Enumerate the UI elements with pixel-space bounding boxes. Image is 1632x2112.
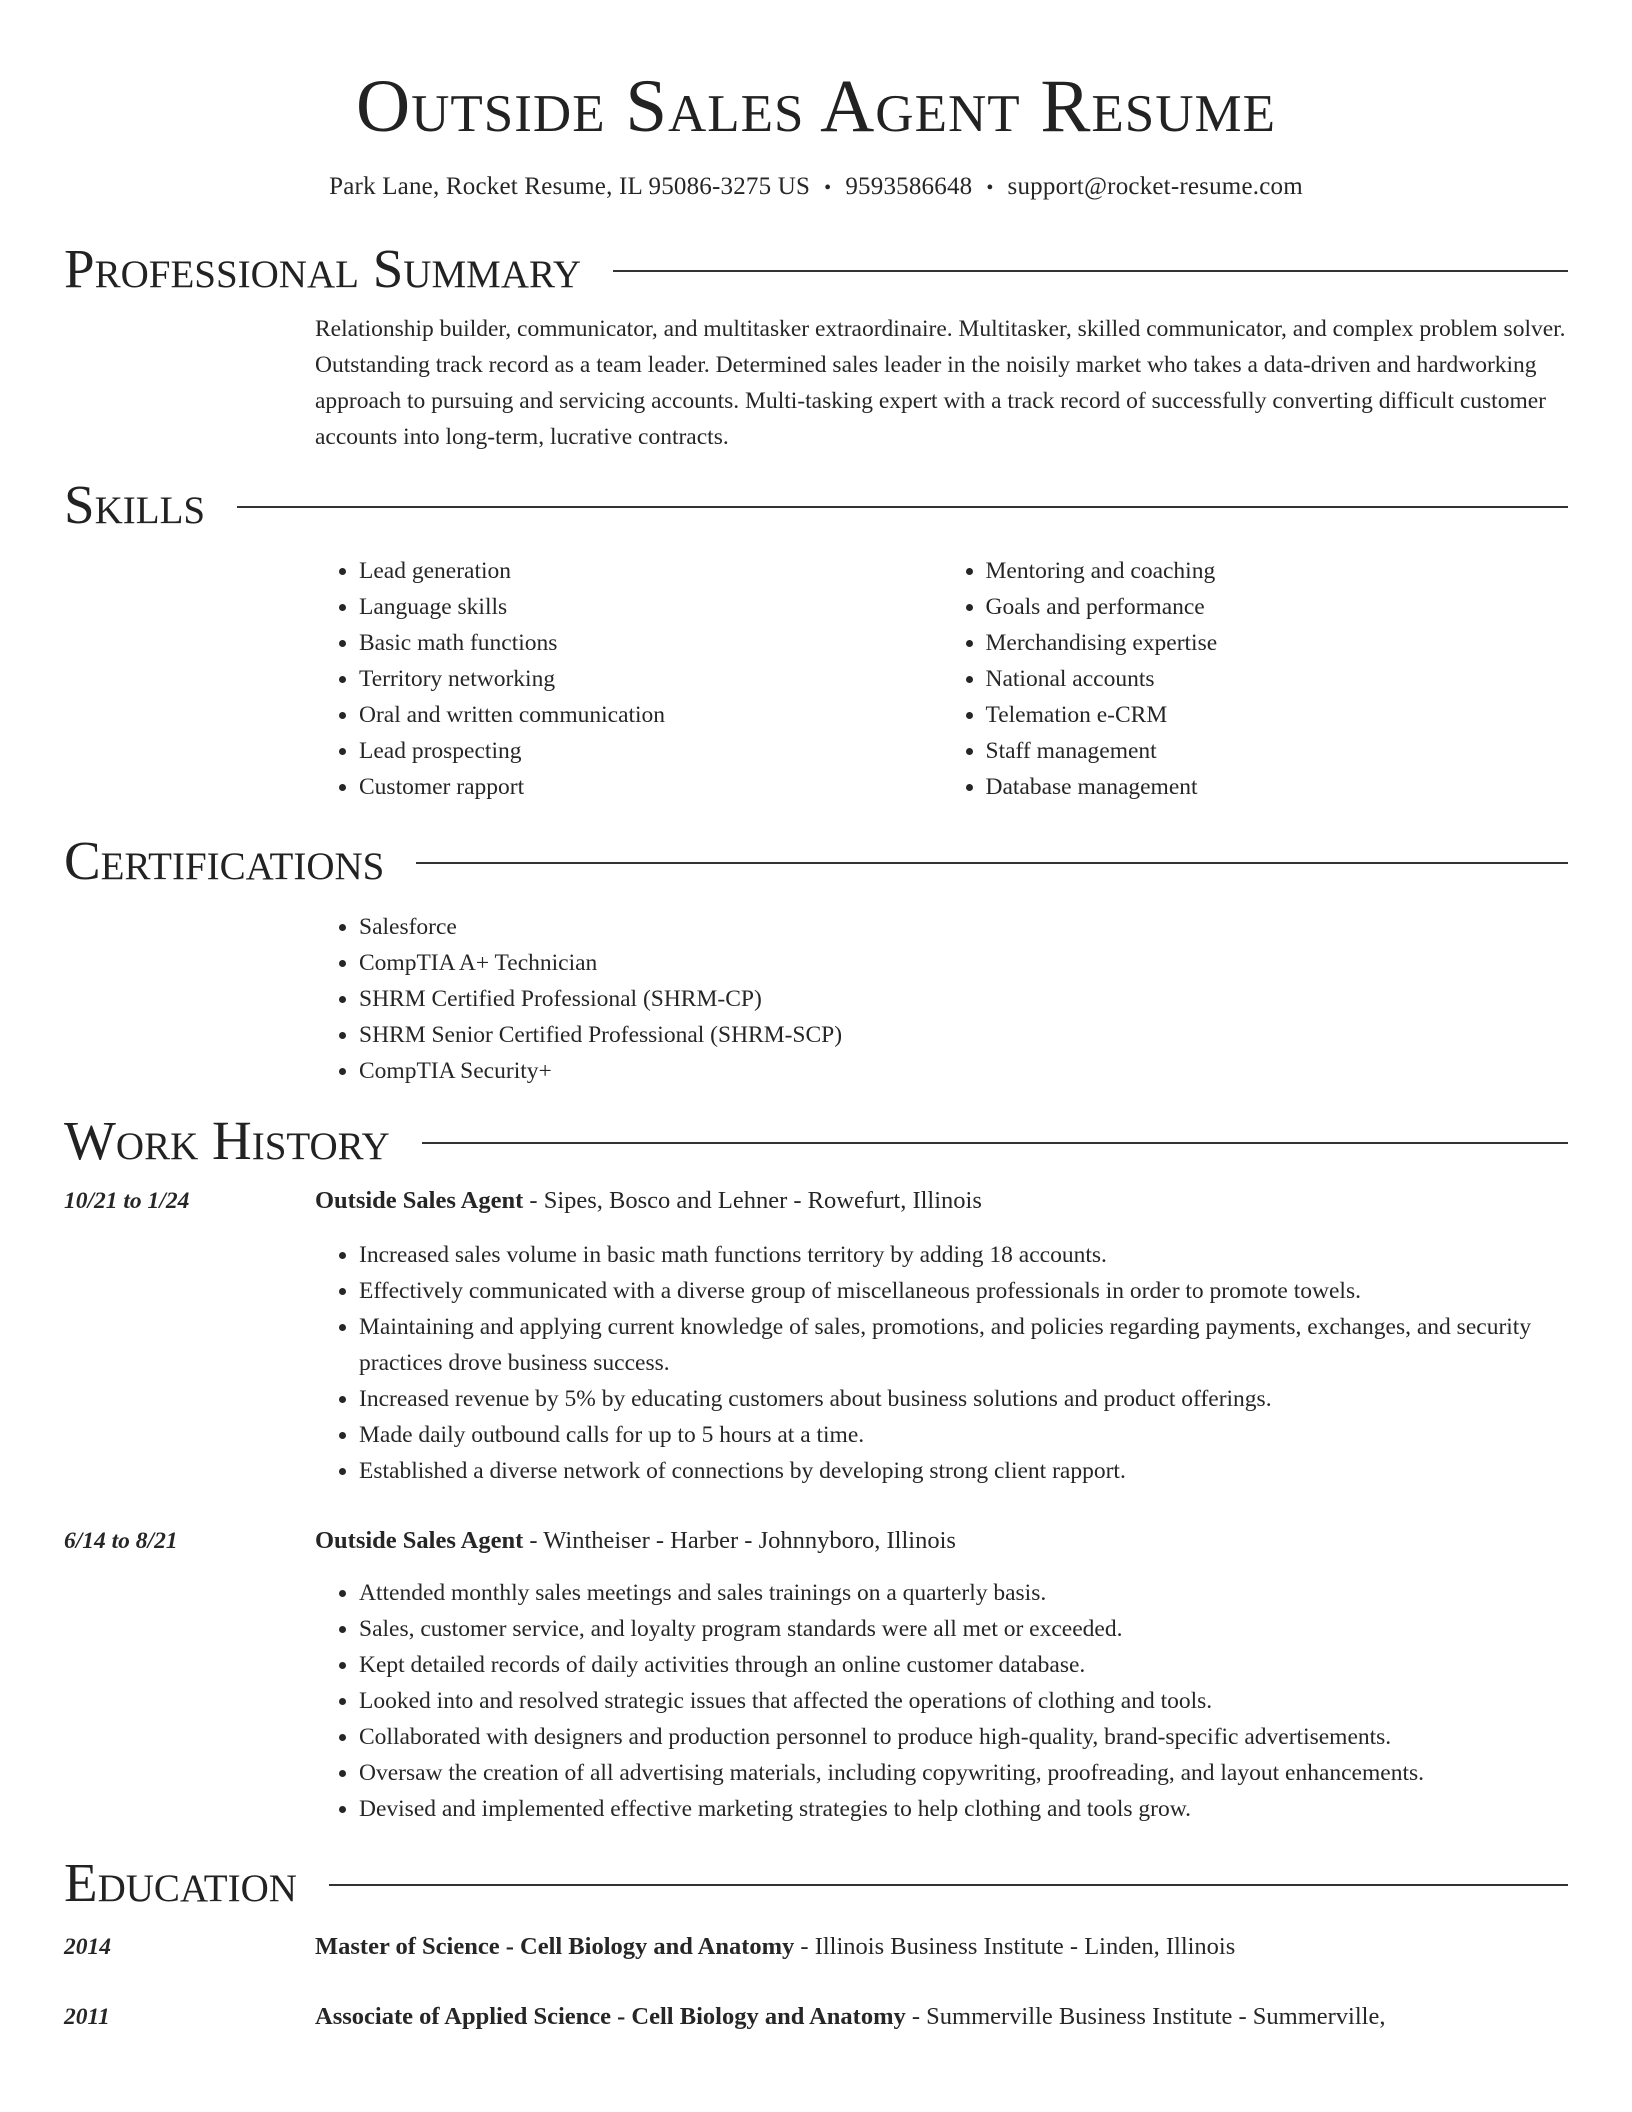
section-divider bbox=[613, 270, 1568, 272]
section-title: Professional Summary bbox=[64, 238, 582, 299]
certification-item: • CompTIA Security+ bbox=[359, 1053, 1568, 1089]
education-year: 2014 bbox=[64, 1934, 111, 1960]
contact-separator: • bbox=[986, 177, 994, 199]
contact-email: support@rocket-resume.com bbox=[1007, 173, 1303, 200]
skill-item: • Telemation e-CRM bbox=[986, 697, 1569, 733]
job-entry bbox=[64, 1523, 1568, 1827]
summary-text: Relationship builder, communicator, and multitasker extraordinaire. Multitasker, skilled communicator, and complex problem solver. Outstanding track record as a team leader. Determined sales leader in the noisily market who takes a data-driven and hardworking approach to pursuing and servicing accounts. Multi-tasking expert with a track record of successfully converting difficult customer accounts into long-term, lucrative contracts. bbox=[315, 316, 1566, 450]
education-entry bbox=[64, 1999, 1568, 2035]
job-entry bbox=[64, 1183, 1568, 1489]
job-role: Outside Sales Agent bbox=[315, 1187, 524, 1214]
summary-section bbox=[64, 239, 1568, 455]
skill-item: • National accounts bbox=[986, 661, 1569, 697]
job-bullet: • Made daily outbound calls for up to 5 hours at a time. bbox=[359, 1417, 1568, 1453]
skill-item: • Basic math functions bbox=[359, 625, 942, 661]
education-section bbox=[64, 1853, 1568, 2035]
skill-item: • Territory networking bbox=[359, 661, 942, 697]
certifications-body bbox=[315, 909, 1568, 1089]
education-school: - Illinois Business Institute - Linden, Illinois bbox=[794, 1933, 1236, 1960]
skills-grid bbox=[315, 553, 1568, 805]
section-heading bbox=[64, 1111, 1568, 1171]
education-title-line bbox=[315, 1929, 1568, 1965]
education-school: - Summerville Business Institute - Summerville, bbox=[905, 2003, 1386, 2030]
skill-item: • Goals and performance bbox=[986, 589, 1569, 625]
resume-title: Outside Sales Agent Resume bbox=[355, 65, 1277, 148]
contact-separator: • bbox=[824, 177, 832, 199]
skill-item: • Merchandising expertise bbox=[986, 625, 1569, 661]
skill-item: • Mentoring and coaching bbox=[986, 553, 1569, 589]
certifications-section bbox=[64, 831, 1568, 1089]
job-dates: 10/21 to 1/24 bbox=[64, 1188, 190, 1214]
skill-item: • Lead generation bbox=[359, 553, 942, 589]
job-bullet: • Increased revenue by 5% by educating customers about business solutions and product offerings. bbox=[359, 1381, 1568, 1417]
section-heading bbox=[64, 475, 1568, 535]
section-divider bbox=[416, 862, 1568, 864]
job-bullets bbox=[315, 1237, 1568, 1489]
section-divider bbox=[329, 1884, 1568, 1886]
skills-section bbox=[64, 475, 1568, 805]
education-degree: Master of Science - Cell Biology and Anatomy bbox=[315, 1933, 795, 1960]
work-history-section bbox=[64, 1111, 1568, 1827]
section-title: Education bbox=[64, 1852, 297, 1913]
job-bullet: • Devised and implemented effective marketing strategies to help clothing and tools grow. bbox=[359, 1791, 1568, 1827]
job-title-line bbox=[315, 1183, 1568, 1219]
contact-line bbox=[64, 170, 1568, 205]
certification-item: • SHRM Certified Professional (SHRM-CP) bbox=[359, 981, 1568, 1017]
job-bullet: • Sales, customer service, and loyalty program standards were all met or exceeded. bbox=[359, 1611, 1568, 1647]
education-title-line bbox=[315, 1999, 1568, 2035]
section-title: Skills bbox=[64, 474, 206, 535]
education-body bbox=[315, 1999, 1568, 2035]
job-bullet: • Attended monthly sales meetings and sales trainings on a quarterly basis. bbox=[359, 1575, 1568, 1611]
skill-item: • Customer rapport bbox=[359, 769, 942, 805]
job-bullets bbox=[315, 1575, 1568, 1827]
certification-item: • CompTIA A+ Technician bbox=[359, 945, 1568, 981]
skill-item: • Oral and written communication bbox=[359, 697, 942, 733]
skill-item: • Database management bbox=[986, 769, 1569, 805]
job-dates: 6/14 to 8/21 bbox=[64, 1528, 178, 1554]
job-bullet: • Maintaining and applying current knowledge of sales, promotions, and policies regarding payments, exchanges, and security practices drove business success. bbox=[359, 1309, 1568, 1381]
section-title: Work History bbox=[64, 1110, 390, 1171]
job-employer: - Wintheiser - Harber - Johnnyboro, Illinois bbox=[523, 1527, 956, 1554]
skills-list-right bbox=[942, 553, 1569, 805]
job-body bbox=[315, 1523, 1568, 1827]
job-bullet: • Collaborated with designers and production personnel to produce high-quality, brand-specific advertisements. bbox=[359, 1719, 1568, 1755]
education-year: 2011 bbox=[64, 2004, 110, 2030]
job-bullet: • Kept detailed records of daily activities through an online customer database. bbox=[359, 1647, 1568, 1683]
skill-item: • Lead prospecting bbox=[359, 733, 942, 769]
job-employer: - Sipes, Bosco and Lehner - Rowefurt, Illinois bbox=[523, 1187, 982, 1214]
job-bullet: • Established a diverse network of connections by developing strong client rapport. bbox=[359, 1453, 1568, 1489]
job-role: Outside Sales Agent bbox=[315, 1527, 524, 1554]
education-entry bbox=[64, 1929, 1568, 1965]
job-body bbox=[315, 1183, 1568, 1489]
contact-phone: 9593586648 bbox=[845, 173, 973, 200]
skills-list-left bbox=[315, 553, 942, 805]
job-title-line bbox=[315, 1523, 1568, 1559]
section-divider bbox=[422, 1142, 1568, 1144]
section-heading bbox=[64, 831, 1568, 891]
section-title: Certifications bbox=[64, 830, 385, 891]
resume-page bbox=[64, 0, 1568, 2035]
summary-body bbox=[315, 311, 1568, 455]
skill-item: • Staff management bbox=[986, 733, 1569, 769]
section-divider bbox=[237, 506, 1568, 508]
job-bullet: • Increased sales volume in basic math functions territory by adding 18 accounts. bbox=[359, 1237, 1568, 1273]
job-bullet: • Looked into and resolved strategic issues that affected the operations of clothing and tools. bbox=[359, 1683, 1568, 1719]
certification-item: • SHRM Senior Certified Professional (SHRM-SCP) bbox=[359, 1017, 1568, 1053]
section-heading bbox=[64, 1853, 1568, 1913]
education-body bbox=[315, 1929, 1568, 1965]
certification-item: • Salesforce bbox=[359, 909, 1568, 945]
skill-item: • Language skills bbox=[359, 589, 942, 625]
job-bullet: • Oversaw the creation of all advertising materials, including copywriting, proofreading, and layout enhancements. bbox=[359, 1755, 1568, 1791]
contact-address: Park Lane, Rocket Resume, IL 95086-3275 US bbox=[329, 173, 811, 200]
education-degree: Associate of Applied Science - Cell Biology and Anatomy bbox=[315, 2003, 906, 2030]
certifications-list bbox=[315, 909, 1568, 1089]
job-bullet: • Effectively communicated with a diverse group of miscellaneous professionals in order to promote towels. bbox=[359, 1273, 1568, 1309]
section-heading bbox=[64, 239, 1568, 299]
